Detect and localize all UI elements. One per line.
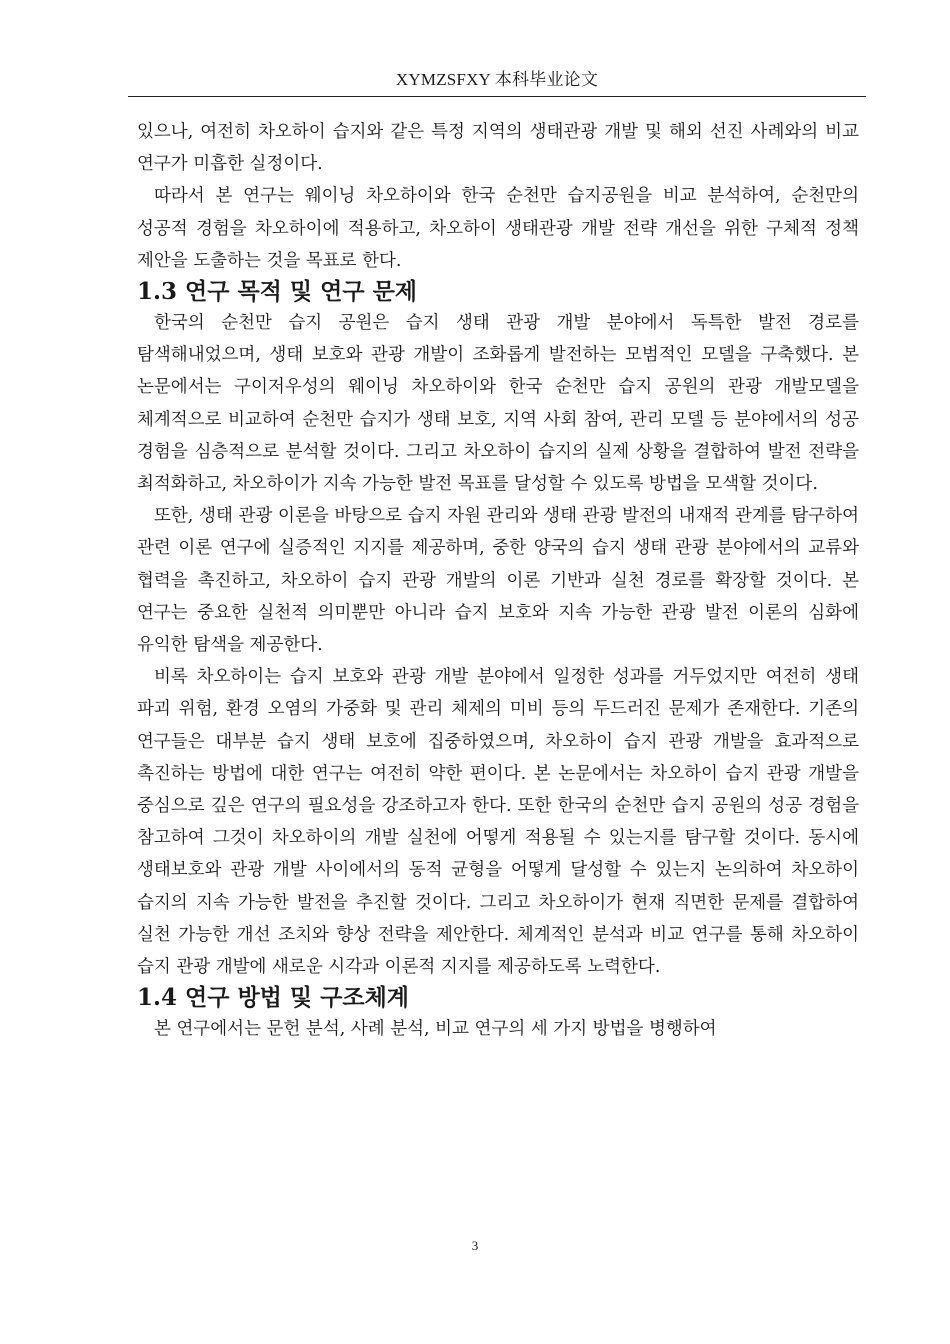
- page-number: 3: [471, 1238, 479, 1253]
- body-paragraph: 비록 차오하이는 습지 보호와 관광 개발 분야에서 일정한 성과를 거두었지만 여전히 생태 파괴 위험, 환경 오염의 가중화 및 관리 체제의 미비 등의 두드러진 문제가 존재한다. 기존의 연구들은 대부분 습지 생태 보호에 집중하였으며, 차오하이 습지 관광 개발을 효과적으로 촉진하는 방법에 대한 연구는 여전히 약한 편이다. 본 논문에서는 차오하이 습지 관광 개발을 중심으로 깊은 연구의 필요성을 강조하고자 한다. 또한 한국의 순천만 습지 공원의 성공 경험을 참고하여 그것이 차오하이의 개발 실천에 어떻게 적용될 수 있는지를 탐구할 것이다. 동시에 생태보호와 관광 개발 사이에서의 동적 균형을 어떻게 달성할 수 있는지 논의하여 차오하이 습지의 지속 가능한 발전을 추진할 것이다. 그리고 차오하이가 현재 직면한 문제를 결합하여 실천 가능한 개선 조치와 향상 전략을 제안한다. 체계적인 분석과 비교 연구를 통해 차오하이 습지 관광 개발에 새로운 시각과 이론적 지지를 제공하도록 노력한다.: [137, 667, 859, 978]
- section-heading-1-3: 1.3 연구 목적 및 연구 문제: [137, 278, 418, 306]
- body-paragraph: 한국의 순천만 습지 공원은 습지 생태 관광 개발 분야에서 독특한 발전 경로를 탐색해내었으며, 생태 보호와 관광 개발이 조화롭게 발전하는 모범적인 모델을 구축했다. 본 논문에서는 구이저우성의 웨이닝 차오하이와 한국 순천만 습지 공원의 관광 개발모델을 체계적으로 비교하여 순천만 습지가 생태 보호, 지역 사회 참여, 관리 모델 등 분야에서의 성공 경험을 심층적으로 분석할 것이다. 그리고 차오하이 습지의 실제 상황을 결합하여 발전 전략을 최적화하고, 차오하이가 지속 가능한 발전 목표를 달성할 수 있도록 방법을 모색할 것이다.: [137, 313, 859, 495]
- section-heading-1-4: 1.4 연구 방법 및 구조체계: [137, 984, 410, 1012]
- header-title: XYMZSFXY 本科毕业论文: [395, 70, 599, 89]
- body-paragraph: 본 연구에서는 문헌 분석, 사례 분석, 비교 연구의 세 가지 방법을 병행하여: [154, 1019, 717, 1040]
- body-paragraph: 또한, 생태 관광 이론을 바탕으로 습지 자원 관리와 생태 관광 발전의 내재적 관계를 탐구하여 관련 이론 연구에 실증적인 지지를 제공하며, 중한 양국의 습지 생태 관광 분야에서의 교류와 협력을 촉진하고, 차오하이 습지 관광 개발의 이론 기반과 실천 경로를 확장할 것이다. 본 연구는 중요한 실천적 의미뿐만 아니라 습지 보호와 지속 가능한 관광 발전 이론의 심화에 유익한 탐색을 제공한다.: [137, 506, 859, 656]
- page-header: [128, 66, 866, 97]
- body-paragraph: 따라서 본 연구는 웨이닝 차오하이와 한국 순천만 습지공원을 비교 분석하여, 순천만의 성공적 경험을 차오하이에 적용하고, 차오하이 생태관광 개발 전략 개선을 위한 구체적 정책 제안을 도출하는 것을 목표로 한다.: [137, 186, 859, 271]
- body-paragraph: 있으나, 여전히 차오하이 습지와 같은 특정 지역의 생태관광 개발 및 해외 선진 사례와의 비교 연구가 미흡한 실정이다.: [137, 122, 859, 175]
- page-body: [137, 116, 859, 1045]
